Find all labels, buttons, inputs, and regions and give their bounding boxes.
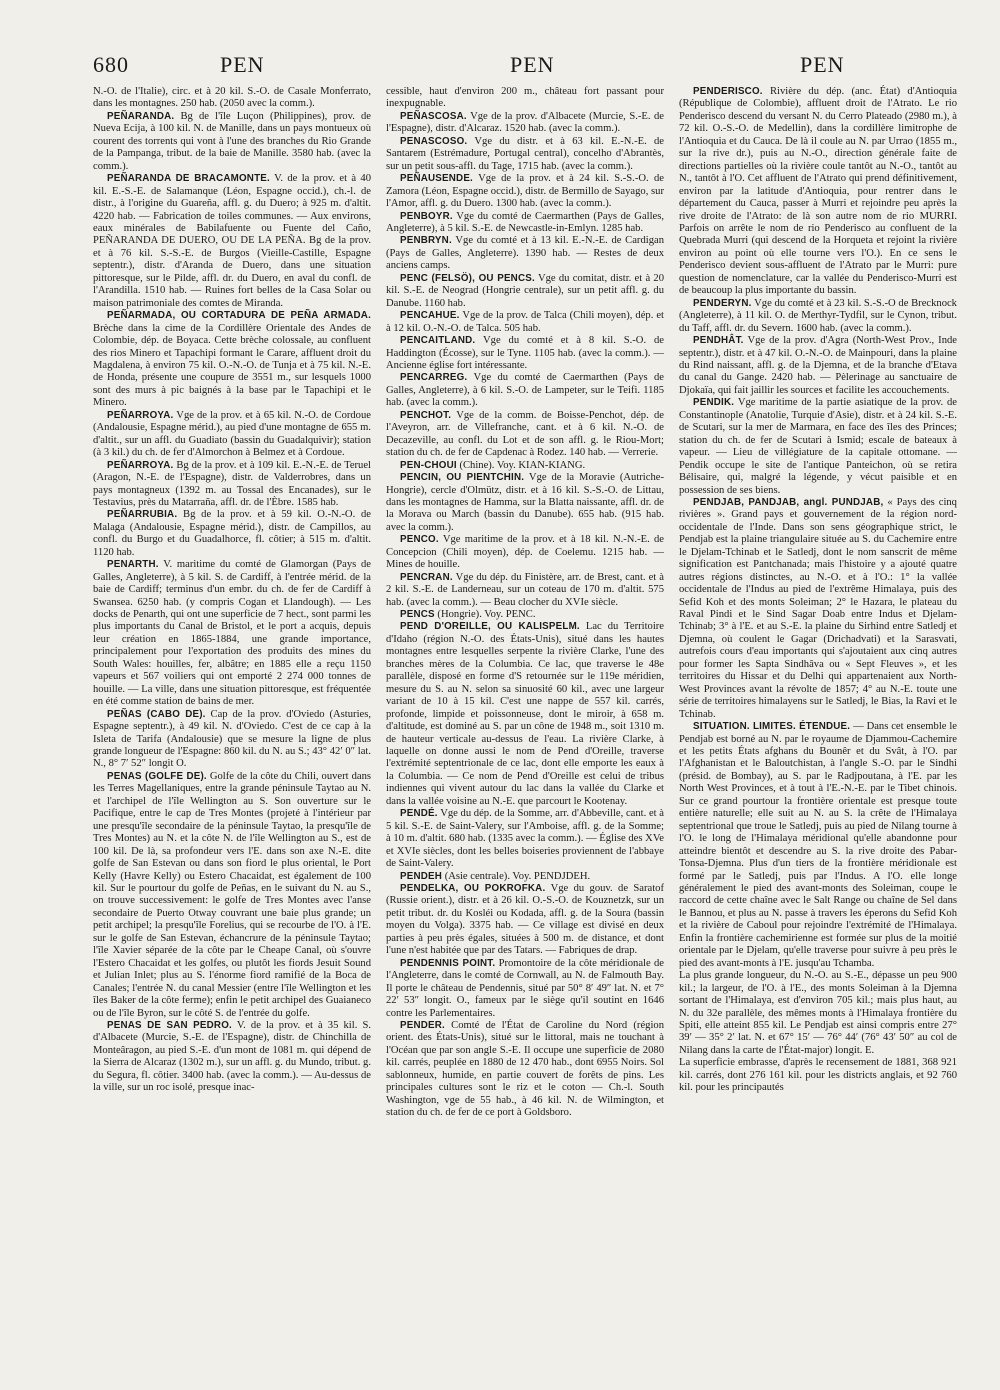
- dictionary-entry: [93, 173, 371, 310]
- page-header: [0, 52, 1000, 84]
- entry-text: Vge du comté de Caermarthen (Pays de Galles, Angleterre), à 5 kil. S.-E. de Newcastle-in-Emlyn. 1285 hab.: [386, 210, 664, 234]
- entry-headword: PENDEH: [400, 870, 443, 882]
- entry-text: Vge du dép. de la Somme, arr. d'Abbeville, cant. et à 5 kil. S.-E. de Saint-Valery, sur l'Amboise, affl. g. de la Somme; à 10 m. d'altit. 680 hab. (1335 avec la comm.). — Église des XVe et XVIe siècles, dont les belles boiseries proviennent de l'abbaye de Saint-Valery.: [386, 808, 664, 870]
- entry-headword: PEÑARANDA.: [107, 110, 175, 122]
- entry-text: Bg de la prov. et à 109 kil. E.-N.-E. de Teruel (Aragon, N.-E. de l'Espagne), distr. de Valderrobres, dans un pays montagneux (1392 m. au Tossal des Encanades), sur le Testavius, près du Matarraña, affl. dr. de l'Èbre. 1585 hab.: [93, 459, 372, 508]
- entry-text: La superficie embrasse, d'après le recensement de 1881, 368 921 kil. carrés, dont 276 161 kil. pour les districts anglais, et 92 760 kil. pour les principautés: [679, 1057, 957, 1094]
- entry-text: (Hongrie). Voy. PENC.: [437, 609, 536, 621]
- dictionary-entry: [386, 273, 664, 310]
- entry-text: Vge de la prov. d'Albacete (Murcie, S.-E. de l'Espagne), distr. d'Alcaraz. 1520 hab. (avec la comm.).: [386, 110, 664, 135]
- entry-text: Vge du comté et à 8 kil. S.-O. de Haddington (Écosse), sur le Tyne. 1105 hab. (avec la comm.). — Ancienne église fort intéressante.: [386, 335, 664, 371]
- entry-headword: PENCRAN.: [400, 571, 453, 583]
- dictionary-entry: [386, 410, 664, 460]
- entry-text: Vge de la prov. et à 24 kil. S.-S.-O. de Zamora (Léon, Espagne occid.), distr. de Bermillo de Sayago, sur l'Amor, affl. g. du Duero. 1300 hab. (avec la comm.).: [386, 173, 664, 210]
- text-column-3: [679, 86, 957, 1095]
- dictionary-entry: [386, 609, 664, 621]
- entry-headword: PENCAHUE.: [400, 310, 460, 322]
- dictionary-entry: [386, 808, 664, 870]
- entry-headword: PENDIK.: [693, 397, 735, 409]
- entry-text: Promontoire de la côte méridionale de l'Angleterre, dans le comté de Cornwall, au N. de Falmouth Bay. Il porte le château de Pendennis, situé par 50° 8′ 49″ lat. N. et 7° 22′ 53″ longit. O., fameux par le siège qu'il soutint en 1646 contre les Parlementaires.: [386, 957, 664, 1019]
- running-head-right: PEN: [800, 52, 845, 77]
- entry-headword: PEÑARANDA DE BRACAMONTE.: [107, 173, 270, 185]
- entry-text: V. de la prov. et à 40 kil. E.-S.-E. de Salamanque (Léon, Espagne occid.), ch.-l. de distr., à l'origine du Guareña, affl. g. du Duero; à 925 m. d'altit. 4220 hab. — Fabrication de toiles communes. — Aux environs, eaux minérales de Babilafuente ou Fuente del Caño, PEÑARANDA DE DUERO, OU DE LA PEÑA. Bg de la prov. et à 76 kil. S.-S.-E. de Burgos (Vieille-Castille, Espagne septentr.), distr. d'Aranda de Duero, dans une situation pittoresque, sur le Pilde, affl. dr. du Duero, en aval du confl. de l'Arandilla. 1510 hab. — Ruines fort belles de la Casa Solar ou maison patrimoniale des comtes de Miranda.: [93, 173, 371, 309]
- dictionary-entry: [386, 136, 664, 173]
- entry-headword: PENDHÂT.: [693, 335, 744, 347]
- dictionary-entry: [93, 410, 371, 460]
- entry-text: Vge de la comm. de Boisse-Penchot, dép. de l'Aveyron, arr. de Villefranche, cant. et à 6 kil. N.-O. de Decazeville, au confl. du Lot et de son affl. g. le Riou-Mort; station du ch. de fer de Capdenac à Rodez. 140 hab. — Verrerie.: [386, 409, 664, 459]
- running-head-left: PEN: [220, 52, 265, 77]
- dictionary-entry: [93, 709, 371, 771]
- entry-headword: PENBRYN.: [400, 235, 452, 247]
- entry-text: Vge de la prov. et à 65 kil. N.-O. de Cordoue (Andalousie, Espagne mérid.), au pied d'une montagne de 655 m. d'altit., sur un affl. du Guadiato (bassin du Guadalquivir); station (à 3 kil.) du ch. de fer d'Almorchon à Belmez et à Cordoue.: [93, 409, 371, 459]
- entry-headword: PEND D'OREILLE, OU KALISPELM.: [400, 621, 580, 633]
- text-column-2: [386, 86, 664, 1120]
- dictionary-entry: [386, 173, 664, 210]
- entry-text: Vge du comté de Caermarthen (Pays de Galles, Angleterre), à 6 kil. S.-O. de Lampeter, sur le Teifi. 1185 hab. (avec la comm.).: [386, 372, 664, 409]
- text-column-1: [93, 86, 371, 1095]
- entry-text: (Asie centrale). Voy. PENDJDEH.: [444, 870, 591, 882]
- dictionary-entry: [679, 298, 957, 335]
- dictionary-entry: [679, 335, 957, 397]
- dictionary-entry: [386, 372, 664, 409]
- dictionary-entry: [386, 883, 664, 958]
- entry-text: La plus grande longueur, du N.-O. au S.-E., dépasse un peu 900 kil.; la largeur, de l'O. à l'E., des monts Soleiman à la Djemna sortant de l'Himalaya, est d'environ 705 kil.; mais plus haut, au N. du 32e parallèle, des mêmes monts à l'Himalaya frontière du Spiti, elle atteint 855 kil. Le Pendjab est ainsi compris entre 27° 39′ — 35° 2′ lat. N. et 67° 15′ — 76° 44′ (76° 43′ 50″ au col de Nilang dans la carte de l'État-major) longit. E.: [679, 970, 957, 1056]
- dictionary-entry: [386, 958, 664, 1020]
- dictionary-entry: [679, 397, 957, 497]
- entry-headword: PENCAITLAND.: [400, 335, 476, 347]
- entry-text: « Pays des cinq rivières ». Grand pays et gouvernement de la région nord-occidentale de l'Inde. Dans son sens géographique strict, le Pendjab est la plaine triangulaire située au S. du Cachemire entre le Djelam-Tchinab et le Satledj, dont le nom sanscrit de même signification est Pantchanada; mais l'histoire y a ajouté quatre autres régions distinctes, au N.-O. et à l'O.: 1° la vallée occidentale de l'Indus au pied de l'extrême Himalaya, puis des Sefid Koh et des monts Soleiman; 2° le Hazara, le plateau du Raval Pindi et le Sind Sagar Doab entre Indus et Djelam-Tchinab; 3° à l'E. et au S.-E. la plaine du Sirhind entre Satledj et Djemna, où coulent le Gagar (Drichadvati) et la Sarasvati, autrefois cours d'eau importants qui s'ajoutaient aux cinq autres pour former les Sapta Sindhâva ou « Sept Fleuves », et les territoires du Hissar et du Delhi qui appartenaient aux North-West Provinces avant la révolte de 1857; 4° au N.-E. toute une série de territoires himalayens sur le Satledj, le Bias, la Ravi et le Tchinab.: [679, 496, 957, 720]
- entry-text: Rivière du dép. (anc. État) d'Antioquia (République de Colombie), affluent droit de l'Atrato. Le rio Penderisco descend du versant N. du Cerro Plateado (2980 m.), à 72 kil. O.-S.-O. de Medellin), dans la cordillère limitrophe de l'Antioquia et du Cauca. De là il coule au N. par Urrao (1855 m., sur la rive dr.), puis au N.-O., direction générale faite de directions partielles où la rivière coule tantôt au N.-O., tantôt au N., tantôt à l'O. Cet affluent de l'Atrato qui prend définitivement, environ par la latitude d'Antioquia, pour rentrer dans le département du Cauca, passer à Murri et rejoindre peu après la rive droite de l'Atrato: de là son autre nom de rio MURRI. Parfois on arrête le nom de rio Penderisco au confluent de la Quebrada Murri (qui descend de la Horqueta et rejoint la rivière environ au point où elle tourne vers l'O.). En ce sens le Penderisco devient sous-affluent de l'Atrato par le Murri: pure question de nomenclature, car la vallée du Penderisco-Murri est de beaucoup la plus importante du bassin.: [679, 86, 957, 297]
- dictionary-entry: [93, 559, 371, 708]
- entry-text: Vge du dép. du Finistère, arr. de Brest, cant. et à 2 kil. S.-E. de Landerneau, sur un coteau de 170 m. d'altit. 575 hab. (avec la comm.). — Beau clocher du XVIe siècle.: [386, 571, 664, 608]
- entry-headword: PENDELKA, OU POKROFKA.: [400, 883, 546, 894]
- entry-headword: PENDERISCO.: [693, 86, 763, 97]
- entry-headword: PENAS DE SAN PEDRO.: [107, 1019, 232, 1031]
- entry-text: Vge du comitat, distr. et à 20 kil. S.-E. de Neograd (Hongrie centrale), sur un petit affl. g. du Danube. 1160 hab.: [386, 272, 664, 309]
- dictionary-entry: [386, 871, 664, 883]
- dictionary-entry: [386, 621, 664, 808]
- running-head-center: PEN: [510, 52, 555, 77]
- entry-text: Vge du distr. et à 63 kil. E.-N.-E. de Santarem (Estrémadure, Portugal central), concelho d'Abrantès, sur un petit sous-affl. du Tage, 1715 hab. (avec la comm.).: [386, 135, 664, 172]
- dictionary-entry: [386, 235, 664, 272]
- dictionary-entry: [679, 1057, 957, 1094]
- entry-text: Vge maritime de la prov. et à 18 kil. N.-N.-E. de Concepcion (Chili moyen), dép. de Coelemu. 1215 hab. — Mines de houille.: [386, 534, 664, 571]
- entry-text: Vge du comté et à 23 kil. S.-S.-O de Brecknock (Angleterre), à 11 kil. O. de Merthyr-Tydfil, sur le Cynon, tribut. du Taff, affl. dr. du Severn. 1600 hab. (avec la comm.).: [679, 297, 957, 334]
- entry-headword: PENDERYN.: [693, 297, 752, 309]
- entry-text: Comté de l'État de Caroline du Nord (région orient. des États-Unis), situé sur le littoral, mais ne touchant à l'Océan que par son angle S.-E. Il occupe une superficie de 2080 kil. carrés, peuplée en 1880 de 12 470 hab., dont 6955 Noirs. Sol sablonneux, humide, en partie couvert de forêts de pins. Les principales cultures sont le riz et le coton — Ch.-l. South Washington, vge de 55 hab., à 46 kil. N. de Wilmington, et station du ch. de fer de ce port à Goldsboro.: [386, 1019, 664, 1119]
- entry-headword: PENCIN, OU PIENTCHIN.: [400, 472, 525, 484]
- entry-headword: PEÑARMADA, OU CORTADURA DE PEÑA ARMADA.: [107, 310, 371, 322]
- dictionary-entry: [93, 771, 371, 1020]
- entry-text: (Chine). Voy. KIAN-KIANG.: [459, 459, 586, 471]
- entry-headword: PEÑARROYA.: [107, 459, 174, 471]
- dictionary-entry: [386, 310, 664, 335]
- entry-text: cessible, haut d'environ 200 m., château fort passant pour inexpugnable.: [386, 86, 664, 110]
- entry-text: — Dans cet ensemble le Pendjab est borné au N. par le royaume de Djammou-Cachemire et les petits États afghans du Bounêr et du Svât, à l'O. par l'Afghanistan et le Baloutchistan, à l'angle S.-O. par le Sindhi (présid. de Bombay), au S. par le Radjpoutana, à l'E. par les North West Provinces, et à tout à l'E.-N.-E. par le Tibet chinois. Sur ce grand pourtour la frontière orientale est presque toute entière naturelle; elle suit au N. au S. la crête de l'Himalaya septentrional que troue le Satledj, puis au pied de Nilang tourne à l'O. le long de l'Himalaya méridional qu'elle abandonne pour atteindre bientôt et descendre au S. la rive droite des Pabar-Tonsa-Djemna. Plus d'un tiers de la frontière méridionale est formé par le Satledj, puis par l'Indus. A l'O. elle longe généralement le pied des avant-monts des Soleiman, coupe le raccord de cette chaîne avec le Salt Range ou chaîne de Sel dans le Bannou, et plus au N. passe à travers les éperons du Sefid Koh et la rivière de Caboul pour rejoindre l'extrémité de l'Himalaya. Enfin la frontière cachemirienne est formée sur plus de la moitié orientale par le Djelam, qu'elle traverse pour suivre à peu près le pied des avant-monts à l'E. jusqu'au Tchamba.: [679, 721, 957, 969]
- entry-headword: PEÑARRUBIA.: [107, 509, 178, 521]
- entry-headword: PENDÉ.: [400, 808, 438, 820]
- entry-text: Golfe de la côte du Chili, ouvert dans les Terres Magellaniques, entre la grande péninsule Taytao au N. et l'archipel de l'île Wellington au S. Son ouverture sur le Pacifique, entre le cap de Tres Montes (projeté à l'intérieur par une presqu'île secondaire de la péninsule Taytao, la presqu'île de Tres Montes) au N. et la côte N. de l'île Wellington au S., est de 100 kil. De là, sa profondeur vers l'E. dans son axe N.-E. dite golfe de San Estevan ou dans son fiord le plus oriental, le Port Kelly (Havre Kelly) ou Estero Chacaidat, est également de 100 kil. Sur le pourtour du golfe de Peñas, en le suivant du N. au S., on trouve successivement: le golfe de Tres Montes avec l'anse secondaire de Puerto Otway couvrant une baie plus grande; un petit archipel; la presqu'île Forelius, qui se recourbe de l'O. à l'E. sur le golfe de San Estevan, échancrure de la péninsule Taytao; l'île Xavier séparée de la côte par le Cheape Canal, où s'ouvre l'Estero Chacaidat et les golfes, ou plutôt les fiords Jesuit Sound et Julian Inlet; plus au S. l'énorme fiord ramifié de la Boca de Canales; l'entrée N. du canal Messier (entre l'île Wellington et les îles Baker de la côte ferme); enfin le petit archipel des Guaianeco ou de l'île Byron, sur le côté S. de l'entrée du golfe.: [93, 770, 371, 1019]
- entry-text: V. maritime du comté de Glamorgan (Pays de Galles, Angleterre), à 5 kil. S. de Cardiff, à l'entrée mérid. de la baie de Cardiff; terminus d'un embr. du ch. de fer de Cardiff à Swansea. 6250 hab. (y compris Cogan et Llandough). — Les docks de Penarth, qui ont une superficie de 7 hect., sont parmi les plus importants du Canal de Bristol, et le port a acquis, depuis leur création en 1865-1884, une grande importance, principalement pour l'exportation des produits des mines du South Wales: houilles, fer, albâtre; en 1885 elle a reçu 1150 vapeurs et 567 voiliers qui ont emporté 2 274 000 tonnes de houille. — La ville, dans une situation pittoresque, est fréquentée en été comme station de bains de mer.: [93, 559, 372, 708]
- entry-text: V. de la prov. et à 35 kil. S. d'Albacete (Murcie, S.-E. de l'Espagne), distr. de Chinchilla de Monteâragon, au pied S.-E. d'un mont de 1081 m. qui dépend de la Sierra de Alcaraz (1302 m.), sur un affl. g. du Mundo, tribut. g. du Segura, fl. côtier. 3400 hab. (avec la comm.). — Au-dessus de la ville, sur un roc isolé, presque inac-: [93, 1019, 371, 1094]
- entry-text: Bg de l'île Luçon (Philippines), prov. de Nueva Ecija, à 100 kil. N. de Manille, dans un pays montueux où courent des torrents qui vont à l'une des branches du Rio Grande de la Pampanga, tribut. de la baie de Manille. 3580 hab. (avec la comm.).: [93, 110, 371, 172]
- dictionary-entry: [386, 111, 664, 136]
- entry-text: Bg de la prov. et à 59 kil. O.-N.-O. de Malaga (Andalousie, Espagne mérid.), distr. de Campillos, au confl. du Burgo et du Guadalhorce, fl. côtier; à 515 m. d'altit. 1120 hab.: [93, 509, 371, 558]
- dictionary-entry: [386, 572, 664, 609]
- entry-text: Vge du gouv. de Saratof (Russie orient.), distr. et à 26 kil. O.-S.-O. de Kouznetzk, sur un petit tribut. dr. du Kosléi ou Kodada, affl. g. de la Soura (bassin moyen du Volga). 3375 hab. — Ce village est divisé en deux parties à peu près égales, situées à 500 m. de distance, et dont l'une n'est habitée que par des Tatars. — Fabriques de drap.: [386, 883, 665, 957]
- entry-text: Cap de la prov. d'Oviedo (Asturies, Espagne septentr.), à 49 kil. N. d'Oviedo. C'est de ce cap à la Isleta de Tarifa (Andalousie) que se mesure la ligne de plus grande longueur de l'Espagne: 860 kil. du N. au S.; 43° 42′ 0″ lat. N., 8° 7′ 52″ longit O.: [93, 708, 371, 770]
- entry-headword: PENCHOT.: [400, 409, 452, 421]
- dictionary-entry: [386, 534, 664, 571]
- entry-text: N.-O. de l'Italie), circ. et à 20 kil. S.-O. de Casale Monferrato, dans les montagnes. 250 hab. (2050 avec la comm.).: [93, 86, 371, 110]
- entry-headword: PENDER.: [400, 1019, 445, 1031]
- entry-headword: PENCS: [400, 609, 435, 621]
- dictionary-entry: [93, 310, 371, 410]
- entry-text: Vge de la Moravie (Autriche-Hongrie), cercle d'Olmütz, distr. et à 16 kil. S.-S.-O. de Littau, dans les montagnes de Hamma, sur la Blatta naissante, affl. dr. de la Morava ou March (bassin du Danube). 655 hab. (915 hab. avec la comm.).: [386, 472, 664, 533]
- dictionary-entry: [93, 1020, 371, 1095]
- entry-headword: PENBOYR.: [400, 210, 453, 222]
- dictionary-entry: [93, 111, 371, 173]
- dictionary-entry: [679, 86, 957, 298]
- entry-headword: PEÑASCOSA.: [400, 110, 467, 122]
- entry-headword: PENAS (GOLFE DE).: [107, 770, 207, 782]
- entry-headword: PENDENNIS POINT.: [400, 957, 496, 969]
- entry-headword: PEÑARROYA.: [107, 409, 174, 421]
- dictionary-entry: [679, 721, 957, 970]
- entry-headword: PEÑAUSENDE.: [400, 173, 473, 185]
- entry-headword: PEÑAS (CABO DE).: [107, 708, 206, 720]
- dictionary-entry: [386, 460, 664, 472]
- dictionary-entry: [679, 497, 957, 721]
- entry-headword: PENCO.: [400, 534, 439, 546]
- dictionary-entry: [93, 509, 371, 559]
- dictionary-entry: [386, 472, 664, 534]
- entry-text: Brèche dans la cime de la Cordillère Orientale des Andes de Colombie, dép. de Boyaca. Cette brèche colossale, au confluent des rios Minero et Tapachipi formant le Carare, affluent droit du Magdalena, à environ 75 kil. O.-N.-O. de Tunja et à 75 kil. N.-E. de Honda, présente une coupure de 3551 m., sur lesquels 1000 sont des murs à pic baignés à la base par le Tapachipi et le Minero.: [93, 322, 371, 409]
- dictionary-entry: [386, 1020, 664, 1120]
- entry-text: Vge du comté et à 13 kil. E.-N.-E. de Cardigan (Pays de Galles, Angleterre). 1390 hab. — Restes de deux anciens camps.: [386, 235, 664, 272]
- entry-headword: PENARTH.: [107, 559, 159, 571]
- entry-headword: PENDJAB, PANDJAB, angl. PUNDJAB,: [693, 496, 884, 508]
- entry-headword: PENC (FELSÖ), OU PENCS.: [400, 272, 535, 284]
- page-number: 680: [93, 52, 129, 77]
- dictionary-entry: [679, 970, 957, 1057]
- dictionary-entry: [93, 460, 371, 510]
- dictionary-entry: [386, 86, 664, 111]
- entry-text: Vge de la prov. de Talca (Chili moyen), dép. et à 12 kil. O.-N.-O. de Talca. 505 hab.: [386, 310, 664, 334]
- dictionary-entry: [93, 86, 371, 111]
- entry-text: Vge de la prov. d'Agra (North-West Prov., Inde septentr.), distr. et à 47 kil. O.-N.-O. de Mainpouri, dans la plaine du Rind naissant, affl. g. de la Djemna, et de la branche d'Etava du canal du Gange. 2420 hab. — Pèlerinage au sanctuaire de Djokaïa, qui fait jaillir les sources et facilite les accouchements.: [679, 335, 957, 396]
- entry-headword: PENCARREG.: [400, 372, 468, 384]
- entry-headword: PENASCOSO.: [400, 135, 468, 147]
- dictionary-entry: [386, 211, 664, 236]
- entry-headword: SITUATION. LIMITES. ÉTENDUE.: [693, 721, 851, 733]
- entry-text: Lac du Territoire d'Idaho (région N.-O. des États-Unis), situé dans les hautes montagnes entre lesquelles serpente la rivière Clarke, l'une des branches mères de la Columbia. Ce lac, que traverse le 48e parallèle, disposé en forme d'S retournée sur le 119e méridien, mesure du S. au N. selon sa sinuosité 60 kil., avec une largeur variant de 10 à 15 kil. C'est une nappe de 557 kil. carrés, profonde, limpide et poissonneuse, dont le miroir, à 658 m. d'altitude, est dominé au S. par un cône de 1948 m., soit 1310 m. de hauteur verticale au-dessus de l'eau. La rivière Clarke, à laquelle on donne aussi le nom de Pend d'Oreille, traverse l'extrémité septentrionale de ce lac, dont elle emporte les eaux à la Columbia. — Ce nom de Pend d'Oreille est celui de tribus indiennes qui vivent autour du lac dans la vallée du Clarke et dans la vallée voisine au N.-E. que parcourt le Kootenay.: [386, 621, 665, 807]
- entry-text: Vge maritime de la partie asiatique de la prov. de Constantinople (Anatolie, Turquie d'Asie), distr. et à 24 kil. S.-E. de Scutari, sur la mer de Marmara, en face des îles des Princes; station du ch. de fer de Scutari à Ismid; escale de bateaux à vapeur. — Lieu de villégiature de la capitale ottomane. — Pendik occupe le site de l'antique Panteichon, où se retira Bélisaire, qui, malgré la légende, y vécut paisible et en possession de ses biens.: [679, 397, 957, 496]
- entry-headword: PEN-CHOUI: [400, 459, 457, 471]
- dictionary-entry: [386, 335, 664, 372]
